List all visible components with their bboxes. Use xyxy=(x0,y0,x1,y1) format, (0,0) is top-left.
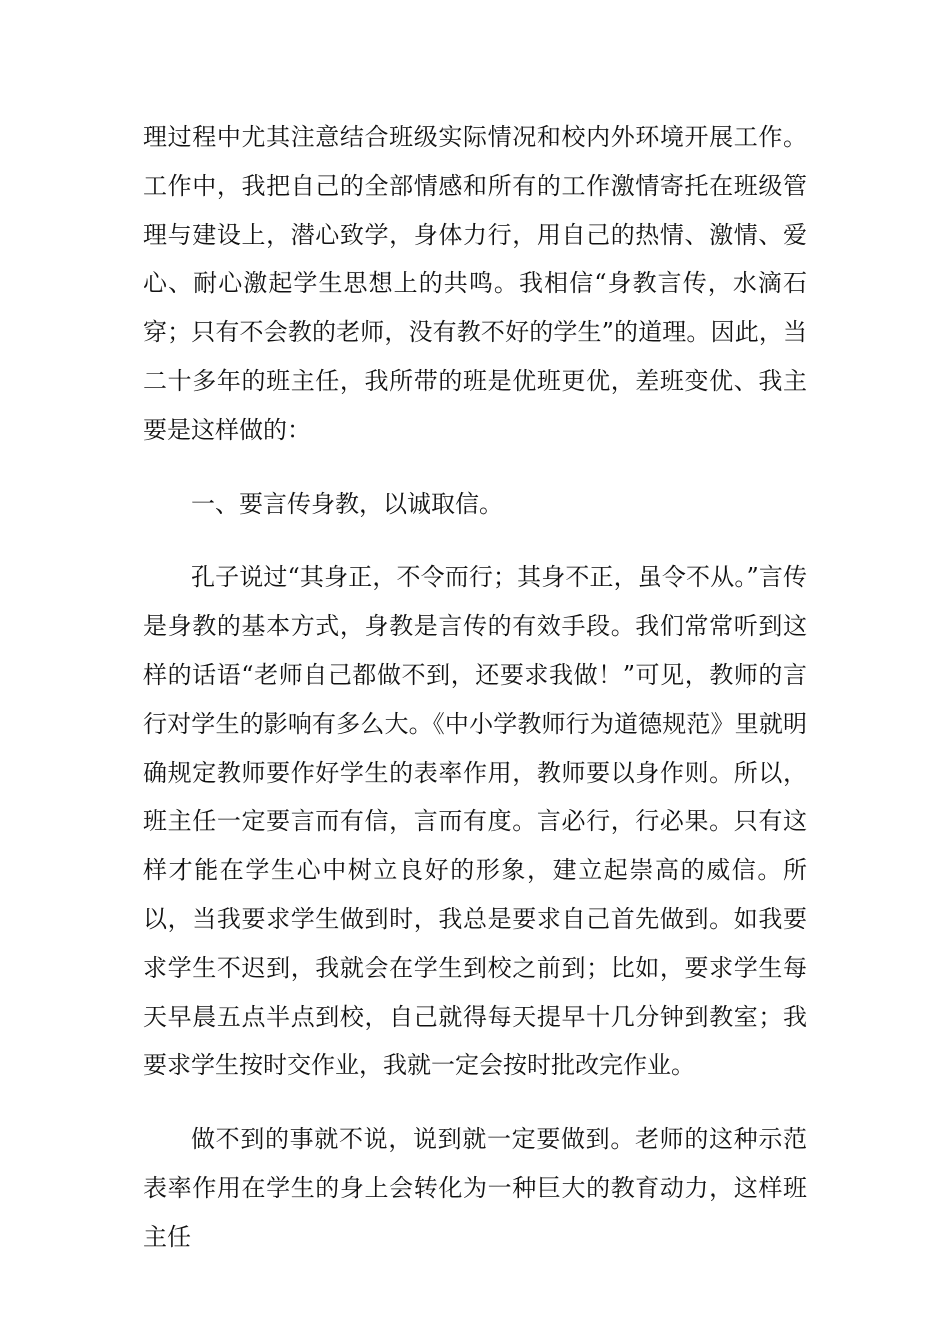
paragraph-confucius: 孔子说过“其身正，不令而行；其身不正，虽令不从。”言传是身教的基本方式，身教是言传的有效手段。我们常常听到这样的话语“老师自己都做不到，还要求我做！”可见，教师的言行对学生的影响有多么大。《中小学教师行为道德规范》里就明确规定教师要作好学生的表率作用，教师要以身作则。所以，班主任一定要言而有信，言而有度。言必行，行必果。只有这样才能在学生心中树立良好的形象，建立起崇高的威信。所以，当我要求学生做到时，我总是要求自己首先做到。如我要求学生不迟到，我就会在学生到校之前到；比如，要求学生每天早晨五点半点到校，自己就得每天提早十几分钟到教室；我要求学生按时交作业，我就一定会按时批改完作业。 xyxy=(143,563,807,1080)
section-heading: 一、要言传身教，以诚取信。 xyxy=(191,489,503,518)
paragraph-intro: 理过程中尤其注意结合班级实际情况和校内外环境开展工作。工作中，我把自己的全部情感和所有的工作激情寄托在班级管理与建设上，潜心致学，身体力行，用自己的热情、激情、爱心、耐心激起学生思想上的共鸣。我相信“身教言传，水滴石穿；只有不会教的老师，没有教不好的学生”的道理。因此，当二十多年的班主任，我所带的班是优班更优，差班变优、我主要是这样做的： xyxy=(143,123,807,444)
paragraph-example: 做不到的事就不说，说到就一定要做到。老师的这种示范表率作用在学生的身上会转化为一种巨大的教育动力，这样班主任 xyxy=(143,1125,807,1251)
document-body xyxy=(143,113,807,1262)
